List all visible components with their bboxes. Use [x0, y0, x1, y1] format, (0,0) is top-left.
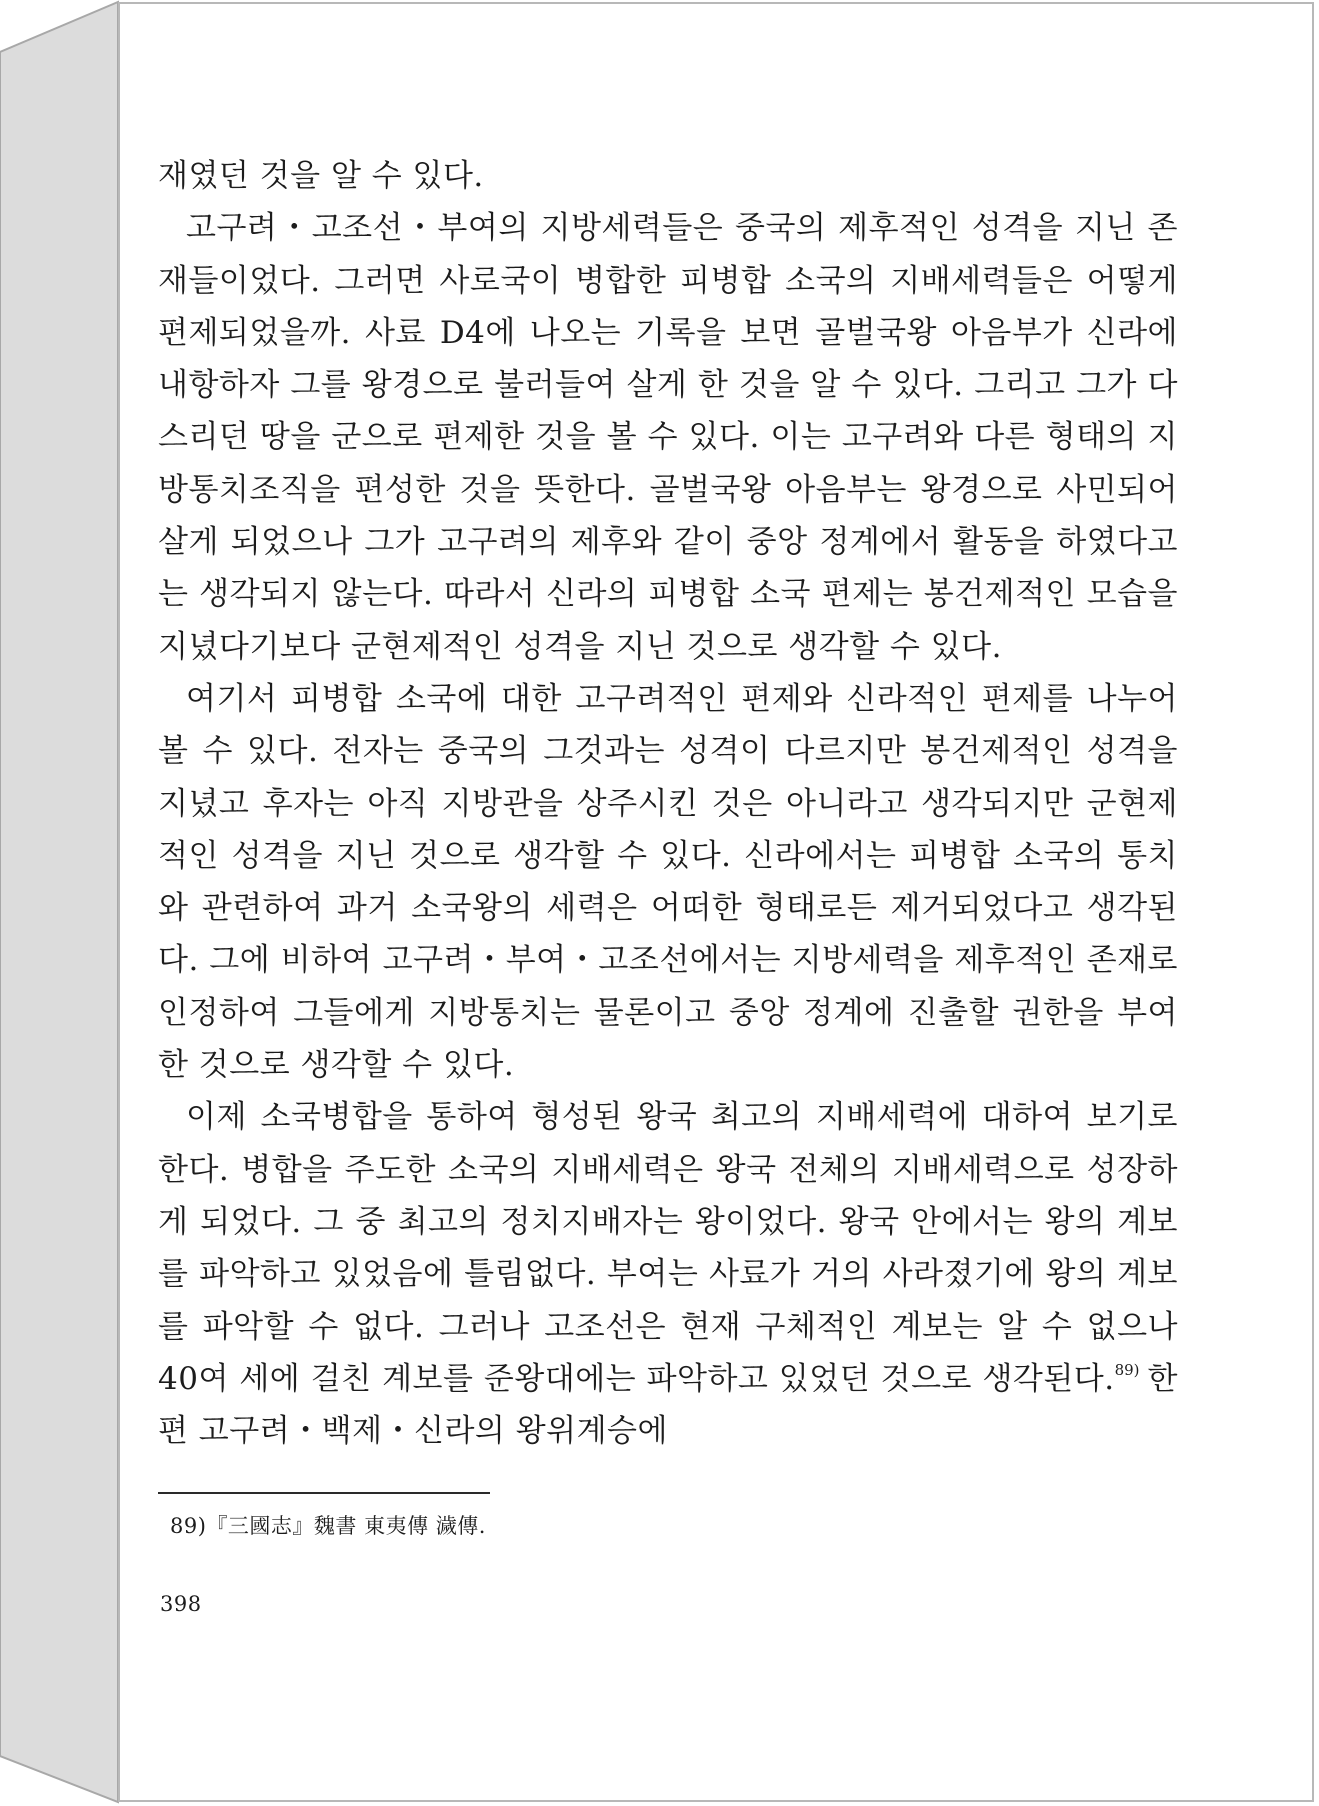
body-text	[158, 150, 1178, 1457]
page-number: 398	[160, 1592, 202, 1616]
footnote-reference: 89)	[1114, 1360, 1140, 1379]
footnote-divider	[158, 1492, 490, 1494]
paragraph	[158, 1091, 1178, 1457]
footnote: 89)『三國志』魏書 東夷傳 濊傳.	[170, 1514, 486, 1538]
paragraph-text: 이제 소국병합을 통하여 형성된 왕국 최고의 지배세력에 대하여 보기로 한다. 병합을 주도한 소국의 지배세력은 왕국 전체의 지배세력으로 성장하게 되었다. 그 중 최고의 정치지배자는 왕이었다. 왕국 안에서는 왕의 계보를 파악하고 있었음에 틀림없다. 부여는 사료가 거의 사라졌기에 왕의 계보를 파악할 수 없다. 그러나 고조선은 현재 구체적인 계보는 알 수 없으나 40여 세에 걸친 계보를 준왕대에는 파악하고 있었던 것으로 생각된다.	[158, 1099, 1178, 1397]
paragraph-text-continued: 한편 고구려・백제・신라의 왕위계승에	[158, 1360, 1178, 1450]
paragraph: 고구려・고조선・부여의 지방세력들은 중국의 제후적인 성격을 지닌 존재들이었다. 그러면 사로국이 병합한 피병합 소국의 지배세력들은 어떻게 편제되었을까. 사료 D4에 나오는 기록을 보면 골벌국왕 아음부가 신라에 내항하자 그를 왕경으로 불러들여 살게 한 것을 알 수 있다. 그리고 그가 다스리던 땅을 군으로 편제한 것을 볼 수 있다. 이는 고구려와 다른 형태의 지방통치조직을 편성한 것을 뜻한다. 골벌국왕 아음부는 왕경으로 사민되어 살게 되었으나 그가 고구려의 제후와 같이 중앙 정계에서 활동을 하였다고는 생각되지 않는다. 따라서 신라의 피병합 소국 편제는 봉건제적인 모습을 지녔다기보다 군현제적인 성격을 지닌 것으로 생각할 수 있다.	[158, 210, 1178, 665]
paragraph: 여기서 피병합 소국에 대한 고구려적인 편제와 신라적인 편제를 나누어 볼 수 있다. 전자는 중국의 그것과는 성격이 다르지만 봉건제적인 성격을 지녔고 후자는 아직 지방관을 상주시킨 것은 아니라고 생각되지만 군현제적인 성격을 지닌 것으로 생각할 수 있다. 신라에서는 피병합 소국의 통치와 관련하여 과거 소국왕의 세력은 어떠한 형태로든 제거되었다고 생각된다. 그에 비하여 고구려・부여・고조선에서는 지방세력을 제후적인 존재로 인정하여 그들에게 지방통치는 물론이고 중앙 정계에 진출할 권한을 부여한 것으로 생각할 수 있다.	[158, 680, 1178, 1084]
paragraph: 재였던 것을 알 수 있다.	[158, 158, 484, 194]
book-spine-edge	[0, 0, 120, 1806]
